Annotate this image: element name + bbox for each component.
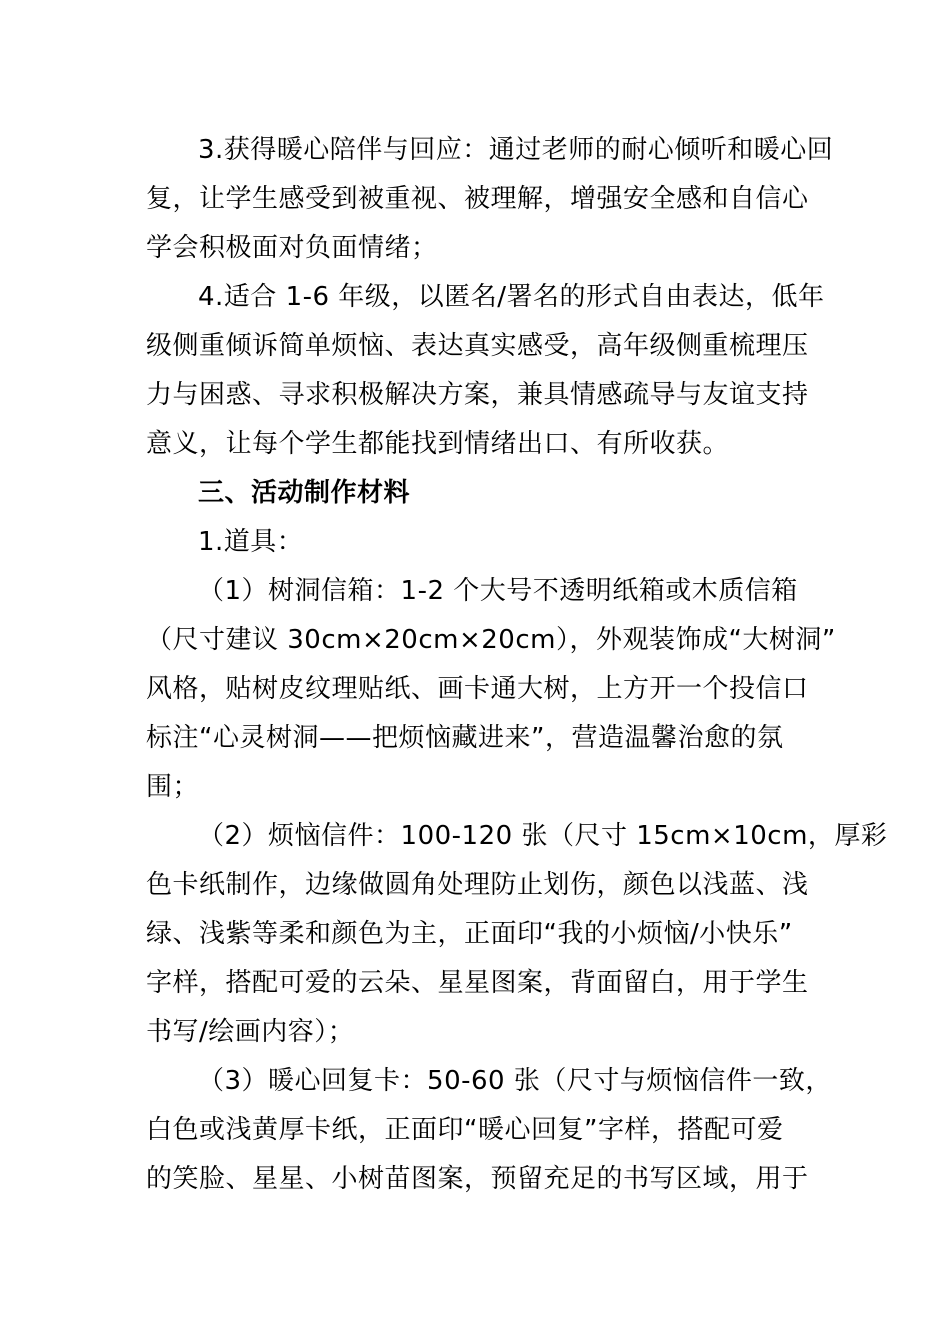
text-line: 的笑脸、星星、小树苗图案，预留充足的书写区域，用于 <box>146 1164 809 1194</box>
text-line: 级侧重倾诉简单烦恼、表达真实感受，高年级侧重梳理压 <box>146 331 809 361</box>
text-line: （2）烦恼信件：100-120 张（尺寸 15cm×10cm，厚彩 <box>198 821 888 851</box>
text-line: 力与困惑、寻求积极解决方案，兼具情感疏导与友谊支持 <box>146 380 809 410</box>
text-line: 3.获得暖心陪伴与回应：通过老师的耐心倾听和暖心回 <box>198 135 834 165</box>
text-line: 复，让学生感受到被重视、被理解，增强安全感和自信心 <box>146 184 809 214</box>
text-line: 白色或浅黄厚卡纸，正面印“暖心回复”字样，搭配可爱 <box>146 1115 784 1145</box>
paragraph-item-3 <box>146 1057 832 1204</box>
paragraph-item-2 <box>146 812 888 1057</box>
document-body <box>146 126 888 1204</box>
text-line: 书写/绘画内容）； <box>146 1017 355 1047</box>
text-line: （尺寸建议 30cm×20cm×20cm），外观装饰成“大树洞” <box>146 625 836 655</box>
text-line: 意义，让每个学生都能找到情绪出口、有所收获。 <box>146 429 730 459</box>
paragraph-item-1 <box>146 567 836 812</box>
text-line: 字样，搭配可爱的云朵、星星图案，背面留白，用于学生 <box>146 968 809 998</box>
text-line: 绿、浅紫等柔和颜色为主，正面印“我的小烦恼/小快乐” <box>146 919 793 949</box>
text-line: 围； <box>146 772 200 802</box>
heading-text: 三、活动制作材料 <box>198 478 411 508</box>
subheading-props <box>146 518 806 567</box>
text-line: 4.适合 1-6 年级，以匿名/署名的形式自由表达，低年 <box>198 282 825 312</box>
paragraph-goal-3 <box>146 126 834 273</box>
text-line: 标注“心灵树洞——把烦恼藏进来”，营造温馨治愈的氛 <box>146 723 784 753</box>
text-line: 色卡纸制作，边缘做圆角处理防止划伤，颜色以浅蓝、浅 <box>146 870 809 900</box>
text-line: 学会积极面对负面情绪； <box>146 233 438 263</box>
subheading-text: 1.道具： <box>198 527 304 557</box>
text-line: 风格，贴树皮纹理贴纸、画卡通大树，上方开一个投信口 <box>146 674 809 704</box>
text-line: （3）暖心回复卡：50-60 张（尺寸与烦恼信件一致， <box>198 1066 832 1096</box>
section-heading-materials <box>146 469 806 518</box>
text-line: （1）树洞信箱：1-2 个大号不透明纸箱或木质信箱 <box>198 576 798 606</box>
paragraph-goal-4 <box>146 273 825 469</box>
